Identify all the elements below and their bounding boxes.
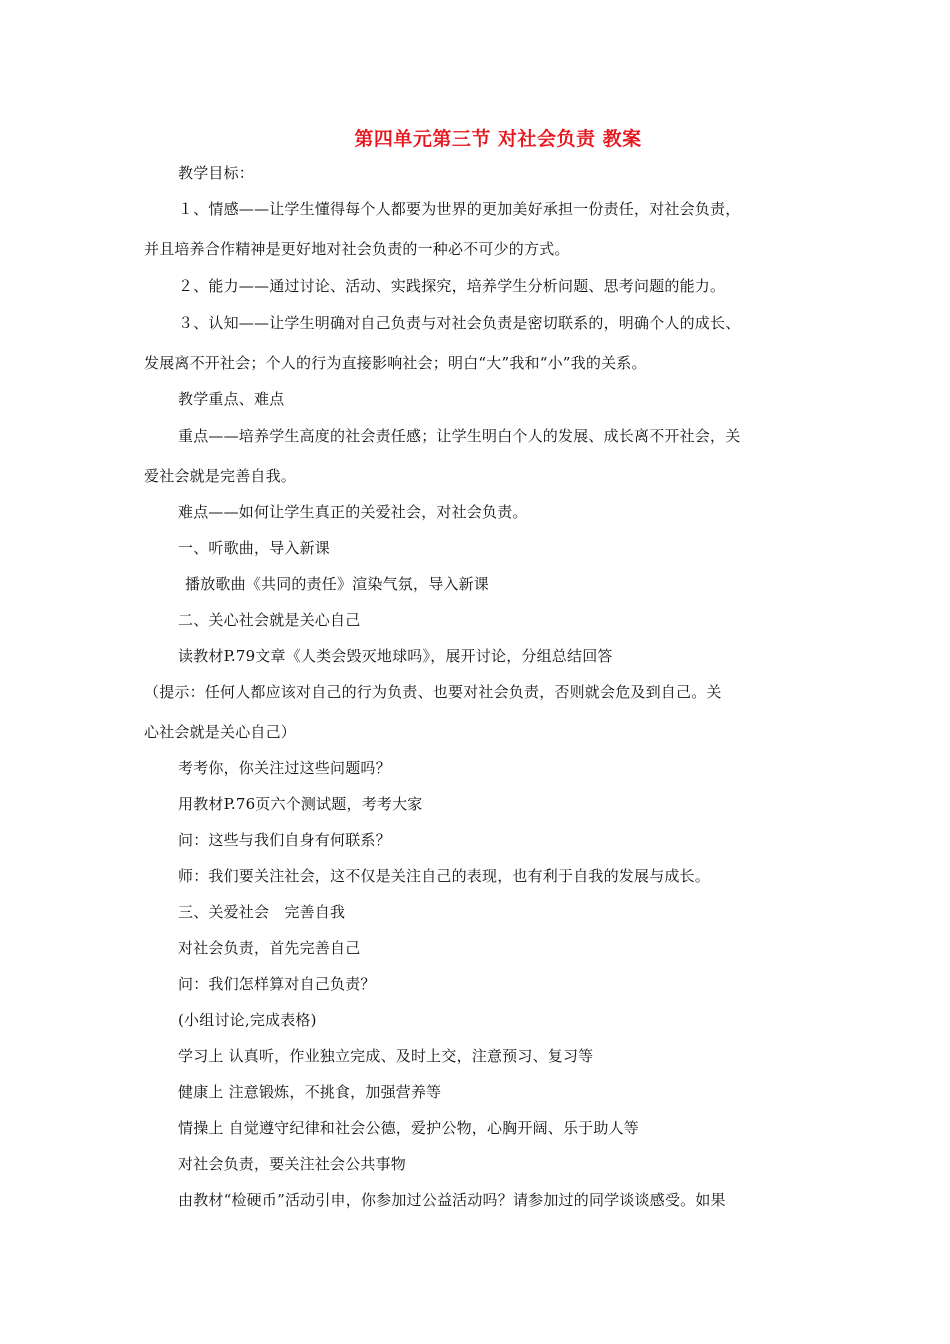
text-line: 二、关心社会就是关心自己 [178, 611, 361, 629]
text-line: 问：我们怎样算对自己负责？ [178, 975, 376, 993]
text-line: 读教材P.79文章《人类会毁灭地球吗》，展开讨论，分组总结回答 [178, 647, 613, 665]
text-line: 教学重点、难点 [178, 390, 285, 408]
text-line: 心社会就是关心自己） [144, 723, 297, 741]
text-line: 爱社会就是完善自我。 [144, 467, 297, 485]
text-line: 考考你，你关注过这些问题吗？ [178, 759, 391, 777]
text-line: 学习上 认真听，作业独立完成、及时上交，注意预习、复习等 [178, 1047, 594, 1065]
text-line: 情操上 自觉遵守纪律和社会公德，爱护公物，心胸开阔、乐于助人等 [178, 1119, 639, 1137]
text-line: （提示：任何人都应该对自己的行为负责、也要对社会负责，否则就会危及到自己。关 [144, 683, 722, 701]
text-line: 由教材“检硬币”活动引申，你参加过公益活动吗？请参加过的同学谈谈感受。如果 [178, 1191, 726, 1209]
text-line: (小组讨论,完成表格) [178, 1011, 317, 1029]
text-line: 重点——培养学生高度的社会责任感；让学生明白个人的发展、成长离不开社会，关 [178, 427, 741, 445]
text-line: 播放歌曲《共同的责任》渲染气氛，导入新课 [185, 575, 490, 593]
document-title: 第四单元第三节 对社会负责 教案 [354, 128, 642, 150]
text-line: 对社会负责，要关注社会公共事物 [178, 1155, 407, 1173]
text-line: ３、认知——让学生明确对自己负责与对社会负责是密切联系的，明确个人的成长、 [178, 314, 741, 332]
text-line: 师：我们要关注社会，这不仅是关注自己的表现，也有利于自我的发展与成长。 [178, 867, 711, 885]
text-line: 用教材P.76页六个测试题，考考大家 [178, 795, 423, 813]
text-line: １、情感——让学生懂得每个人都要为世界的更加美好承担一份责任，对社会负责， [178, 200, 741, 218]
text-line: 问：这些与我们自身有何联系？ [178, 831, 391, 849]
text-line: 一、听歌曲，导入新课 [178, 539, 331, 557]
text-line: ２、能力——通过讨论、活动、实践探究，培养学生分析问题、思考问题的能力。 [178, 277, 726, 295]
text-line: 三、关爱社会 完善自我 [178, 903, 346, 921]
text-line: 对社会负责，首先完善自己 [178, 939, 361, 957]
text-line: 并且培养合作精神是更好地对社会负责的一种必不可少的方式。 [144, 240, 570, 258]
text-line: 难点——如何让学生真正的关爱社会，对社会负责。 [178, 503, 528, 521]
text-line: 健康上 注意锻炼，不挑食，加强营养等 [178, 1083, 442, 1101]
text-line: 发展离不开社会；个人的行为直接影响社会；明白“大”我和“小”我的关系。 [144, 354, 647, 372]
text-line: 教学目标： [178, 164, 255, 182]
